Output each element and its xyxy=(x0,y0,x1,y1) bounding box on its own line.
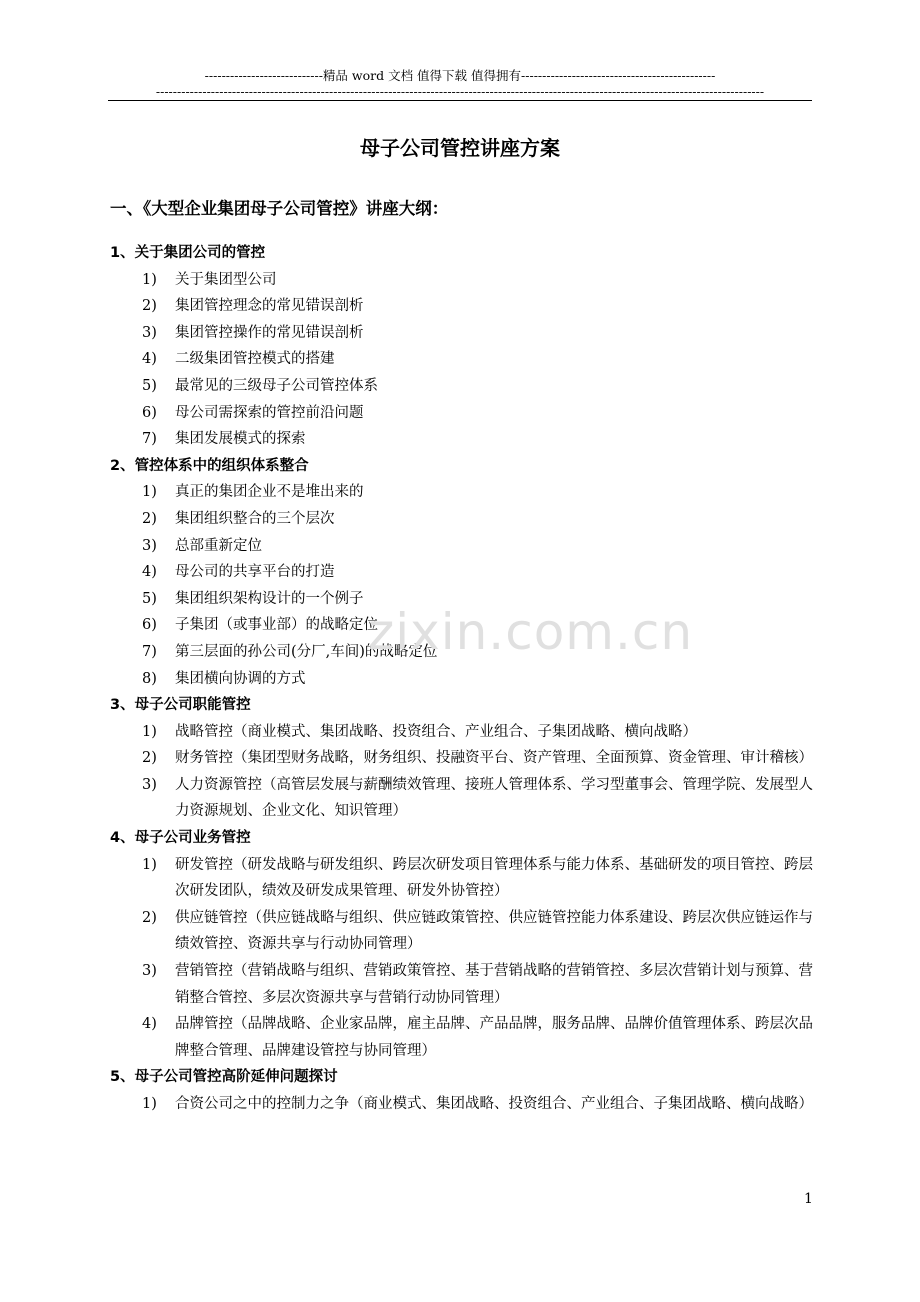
item-text: 关于集团型公司 xyxy=(175,271,277,288)
item-text: 真正的集团企业不是堆出来的 xyxy=(175,484,364,501)
item-number: 4) xyxy=(142,1016,157,1033)
item-text: 总部重新定位 xyxy=(175,537,262,554)
section-title: 4、母子公司业务管控 xyxy=(110,830,251,847)
item-text: 品牌管控（品牌战略、企业家品牌，雇主品牌、产品品牌，服务品牌、品牌价值管理体系、跨层次品牌整合管理、品牌建设管控与协同管理） xyxy=(175,1016,813,1059)
section-title: 2、管控体系中的组织体系整合 xyxy=(110,457,309,474)
item-number: 7) xyxy=(142,643,157,660)
list-item xyxy=(110,559,814,586)
item-text: 供应链管控（供应链战略与组织、供应链政策管控、供应链管控能力体系建设、跨层次供应链运作与绩效管控、资源共享与行动协同管理） xyxy=(175,909,813,953)
item-text: 合资公司之中的控制力之争（商业模式、集团战略、投资组合、产业组合、子集团战略、横向战略） xyxy=(175,1096,813,1112)
item-text: 第三层面的孙公司(分厂,车间)的战略定位 xyxy=(175,643,438,660)
section-title: 3、母子公司职能管控 xyxy=(110,697,251,714)
list-item xyxy=(110,320,814,347)
list-item xyxy=(110,905,814,958)
item-text: 集团组织整合的三个层次 xyxy=(175,510,335,527)
page-header-line1: ----------------------------精品 word 文档 值得下载 值得拥有---------------------------------------------- xyxy=(204,68,716,83)
list-item xyxy=(110,666,814,693)
item-text: 母公司需探索的管控前沿问题 xyxy=(175,404,364,421)
item-text: 营销管控（营销战略与组织、营销政策管控、基于营销战略的营销管控、多层次营销计划与预算、营销整合管控、多层次资源共享与营销行动协同管理） xyxy=(175,963,813,1006)
item-text: 研发管控（研发战略与研发组织、跨层次研发项目管理体系与能力体系、基础研发的项目管控、跨层次研发团队，绩效及研发成果管理、研发外协管控） xyxy=(175,856,813,900)
item-number: 6) xyxy=(142,404,157,421)
item-number: 6) xyxy=(142,617,157,634)
item-text: 二级集团管控模式的搭建 xyxy=(175,351,335,368)
item-number: 3) xyxy=(142,324,157,341)
item-number: 8) xyxy=(142,670,157,687)
item-number: 5) xyxy=(142,377,157,394)
item-text: 集团管控操作的常见错误剖析 xyxy=(175,324,364,341)
list-item xyxy=(110,772,814,825)
item-text: 集团组织架构设计的一个例子 xyxy=(175,590,364,607)
list-item xyxy=(110,1091,814,1118)
list-item xyxy=(110,373,814,400)
item-text: 人力资源管控（高管层发展与薪酬绩效管理、接班人管理体系、学习型董事会、管理学院、发展型人力资源规划、企业文化、知识管理） xyxy=(175,776,813,820)
item-number: 1) xyxy=(142,484,157,501)
item-text: 财务管控（集团型财务战略，财务组织、投融资平台、资产管理、全面预算、资金管理、审计稽核） xyxy=(175,750,813,767)
item-number: 1) xyxy=(142,271,157,288)
list-item xyxy=(110,719,814,746)
list-item xyxy=(110,533,814,560)
item-text: 战略管控（商业模式、集团战略、投资组合、产业组合、子集团战略、横向战略） xyxy=(175,723,697,740)
item-number: 1) xyxy=(142,856,157,873)
list-item xyxy=(110,745,814,772)
item-number: 5) xyxy=(142,590,157,607)
item-number: 3) xyxy=(142,537,157,554)
item-number: 1) xyxy=(142,1096,157,1112)
item-number: 2) xyxy=(142,298,157,315)
list-item xyxy=(110,479,814,506)
watermark: zixin.com.cn xyxy=(368,603,694,661)
list-item xyxy=(110,852,814,905)
item-number: 2) xyxy=(142,750,157,767)
section-title: 5、母子公司管控高阶延伸问题探讨 xyxy=(110,1069,338,1086)
list-item xyxy=(110,267,814,294)
item-number: 2) xyxy=(142,510,157,527)
list-item xyxy=(110,1011,814,1064)
page-number: 1 xyxy=(804,1191,813,1207)
item-text: 母公司的共享平台的打造 xyxy=(175,564,335,581)
item-text: 集团横向协调的方式 xyxy=(175,670,306,687)
item-number: 3) xyxy=(142,776,157,793)
section-title: 1、关于集团公司的管控 xyxy=(110,245,266,261)
list-item xyxy=(110,400,814,427)
item-text: 子集团（或事业部）的战略定位 xyxy=(175,617,378,634)
list-item xyxy=(110,293,814,320)
outline-heading: 一、《大型企业集团母子公司管控》讲座大纲： xyxy=(110,199,449,218)
header-rule xyxy=(108,100,812,101)
item-text: 集团发展模式的探索 xyxy=(175,431,306,448)
list-item xyxy=(110,506,814,533)
item-number: 2) xyxy=(142,909,157,926)
list-item xyxy=(110,958,814,1011)
item-text: 集团管控理念的常见错误剖析 xyxy=(175,298,364,315)
item-text: 最常见的三级母子公司管控体系 xyxy=(175,377,378,394)
list-item xyxy=(110,346,814,373)
page-header-line2: ------------------------------------------------------------------------------------------------------------------------------------------------ xyxy=(155,84,765,99)
outline-sections xyxy=(110,240,814,1118)
item-number: 1) xyxy=(142,723,157,740)
item-number: 4) xyxy=(142,351,157,368)
list-item xyxy=(110,426,814,453)
document-title: 母子公司管控讲座方案 xyxy=(360,136,560,160)
item-number: 3) xyxy=(142,963,157,980)
item-number: 4) xyxy=(142,564,157,581)
item-number: 7) xyxy=(142,431,157,448)
